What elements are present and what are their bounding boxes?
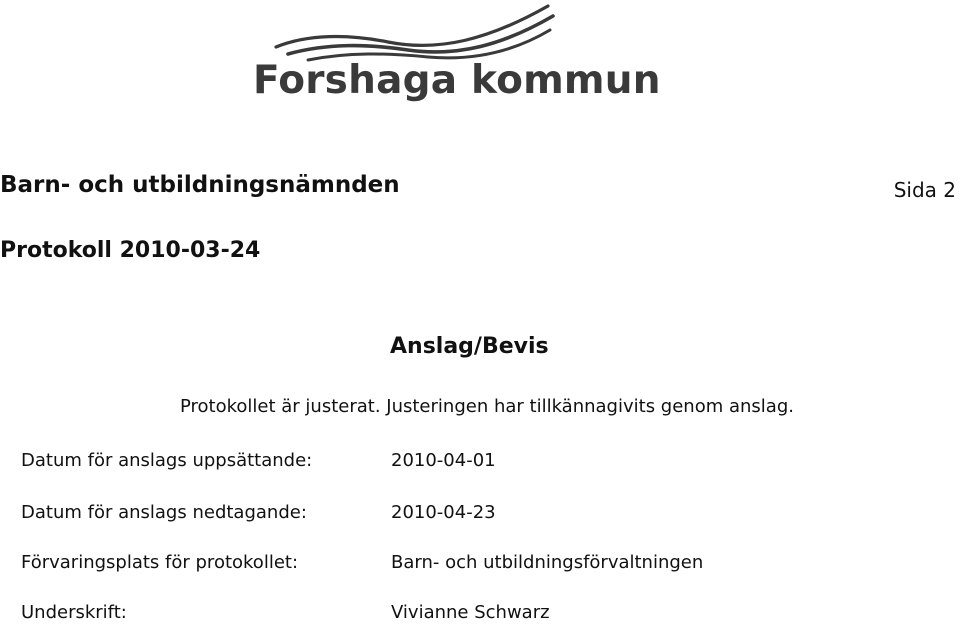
field-label: Förvaringsplats för protokollet: [21,552,299,573]
field-value: 2010-04-01 [391,450,496,471]
field-value: 2010-04-23 [391,502,496,523]
logo-text: Forshaga kommun [253,58,661,103]
field-value: Vivianne Schwarz [391,602,550,623]
field-label: Datum för anslags nedtagande: [21,502,307,523]
field-label: Underskrift: [21,602,127,623]
committee-name: Barn- och utbildningsnämnden [0,172,400,198]
protocol-title: Protokoll 2010-03-24 [0,238,261,263]
notice-heading: Anslag/Bevis [390,334,549,359]
field-label: Datum för anslags uppsättande: [21,450,313,471]
forshaga-logo [248,0,661,112]
page-number: Sida 2 [893,178,956,202]
field-value: Barn- och utbildningsförvaltningen [391,552,704,573]
notice-intro: Protokollet är justerat. Justeringen har tillkännagivits genom anslag. [180,396,794,417]
